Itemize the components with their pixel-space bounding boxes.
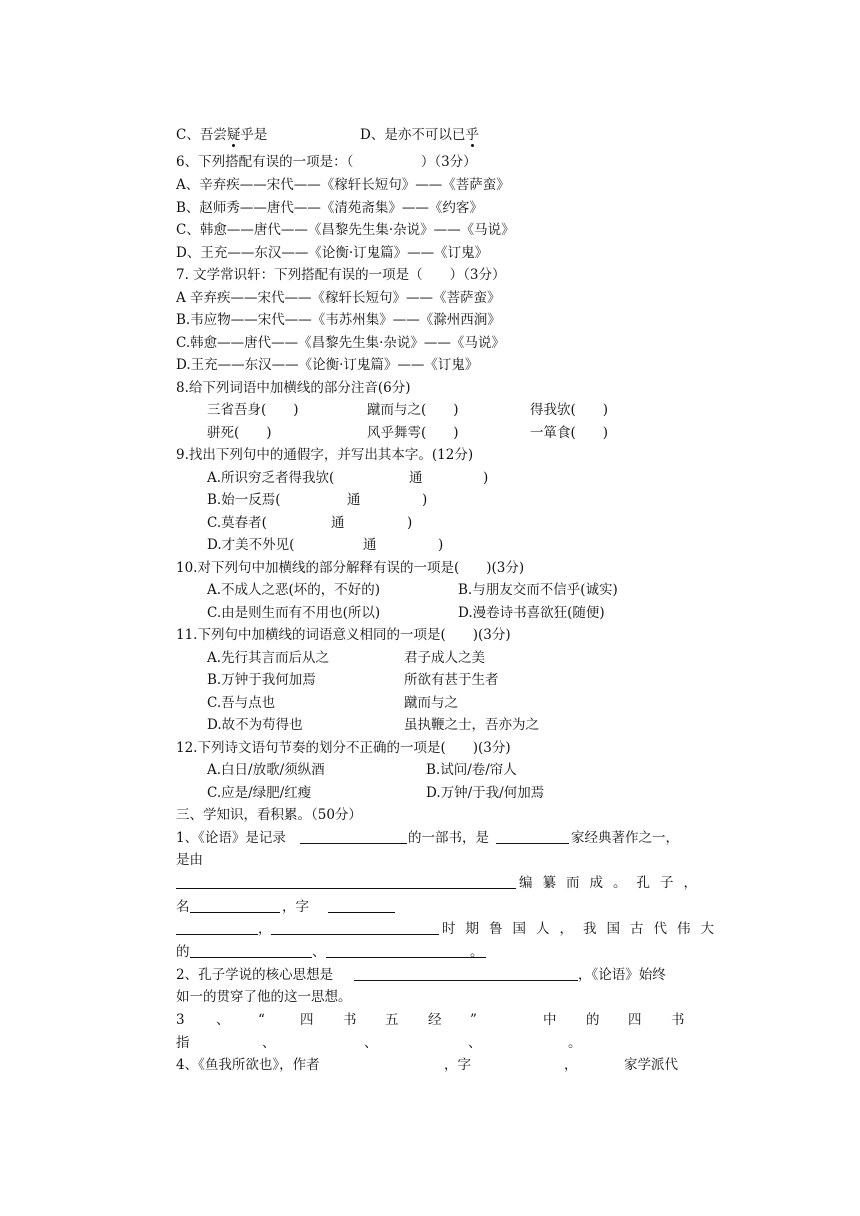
q6-option-b: B、赵师秀——唐代——《清苑斋集》——《约客》: [176, 200, 483, 216]
answer-blank[interactable]: [190, 941, 312, 958]
exam-page: C、吾尝疑乎是 D、是亦不可以已乎 6、下列搭配有误的一项是：（ ）（3分） A、辛弃疾——宋代——《稼轩长短句》——《菩萨蛮》 B、赵师秀——唐代——《清苑斋集》——《约客》 C、韩愈——唐代——《昌黎先生集·杂说》——《马说》 D、王充——东汉——《论衡·订鬼篇》——《订鬼》 7. 文学常识轩：下列搭配有误的一项是（ ）（3分） A 辛弃疾——宋代——《稼轩长短句》——《菩萨蛮》 B.韦应物——宋代——《韦苏州集》——《滁州西涧》 C.韩愈——唐代——《昌黎先生集·杂说》——《马说》 D.王充——东汉——《论衡·订鬼篇》——《订鬼》 8.给下列词语中加横线的部分注音(6分) 三省吾身( ) 蹴而与之( ) 得我欤( ) 骈死( ) 风乎舞雩( ) 一箪食( ) 9.找出下列句中的通假字，并写出其本字。(12分) A.所识穷乏者得我欤( 通 ) B.始一反焉( 通 ) C.莫春者( 通 ) D.才美不外见( 通 ) 10.对下列句中加横线的部分解释有误的一项是( )(3分) A.不成人之恶(坏的，不好的) B.与朋友交而不信乎(诚实) C.由是则生而有不用也(所以) D.漫卷诗书喜欲狂(随便) 11.下列句中加横线的词语意义相同的一项是( )(3分) A.先行其言而后从之 君子成人之美 B.万钟于我何加焉 所欲有甚于生者 C.吾与点也 蹴而与之 D.故不为苟得也 虽执鞭之士，吾亦为之 12.下列诗文语句节奏的划分不正确的一项是( )(3分) A.白日/放歌/须纵酒 B.试问/卷/帘人 C.应是/绿肥/红瘦 D.万钟/于我/何加焉 三、学知识，看积累。（50分） 1、《论语》是记录 的一部书，是 家经典著作之一， 是由 编纂而成。孔子， 名 ，字 ， 时期鲁国人，我国古代伟大 的 、 。 2、孔子学说的核心思想是 ，《论语》始终 如一的贯穿了他的这一思想。 3 、 “ 四 书 五 经 ” 中 的 四 书 指 、 、 、 。 4、《鱼我所欲也》，作者 ，字 ， 家学派代: [0, 0, 860, 1216]
answer-blank[interactable]: [176, 918, 258, 935]
q12-option-d: D.万钟/于我/何加焉: [426, 785, 545, 801]
q8-stem: 8.给下列词语中加横线的部分注音(6分): [176, 380, 411, 396]
q10-option-a: A.不成人之恶(坏的，不好的): [207, 582, 381, 598]
q10-option-c: C.由是则生而有不用也(所以): [207, 605, 381, 621]
answer-blank[interactable]: [326, 941, 486, 958]
q8-item: 一箪食( ): [530, 425, 609, 441]
q7-option-c: C.韩愈——唐代——《昌黎先生集·杂说》——《马说》: [176, 335, 505, 351]
q12-option-b: B.试问/卷/帘人: [426, 762, 517, 778]
q6-option-c: C、韩愈——唐代——《昌黎先生集·杂说》——《马说》: [176, 222, 515, 238]
answer-blank[interactable]: [176, 872, 516, 889]
q11-stem: 11.下列句中加横线的词语意义相同的一项是( )(3分): [176, 627, 511, 643]
q12-stem: 12.下列诗文语句节奏的划分不正确的一项是( )(3分): [176, 740, 511, 756]
q8-item: 骈死( ): [207, 425, 272, 441]
q8-item: 三省吾身( ): [207, 402, 299, 418]
q10-stem: 10.对下列句中加横线的部分解释有误的一项是( )(3分): [176, 560, 525, 576]
s3-q1-line-2: 是由: [176, 852, 203, 868]
q5-option-c-dotted-char: 疑: [226, 127, 241, 143]
q6-option-d: D、王充——东汉——《论衡·订鬼篇》——《订鬼》: [176, 245, 489, 261]
section-3-title: 三、学知识，看积累。（50分）: [176, 807, 362, 823]
answer-blank[interactable]: [354, 964, 578, 981]
q7-stem: 7. 文学常识轩：下列搭配有误的一项是（ ）（3分）: [176, 267, 506, 283]
q7-option-b: B.韦应物——宋代——《韦苏州集》——《滁州西涧》: [176, 312, 501, 328]
s3-q2-line-2: 如一的贯穿了他的这一思想。: [176, 989, 352, 1005]
q10-option-d: D.漫卷诗书喜欲狂(随便): [458, 605, 605, 621]
q10-option-b: B.与朋友交而不信乎(诚实): [458, 582, 618, 598]
q5-option-d-dotted-char: 乎: [465, 127, 479, 143]
q12-option-a: A.白日/放歌/须纵酒: [207, 762, 325, 778]
q8-item: 得我欤( ): [530, 402, 609, 418]
q5-option-d: D、是亦不可以已乎: [360, 127, 479, 143]
answer-blank[interactable]: [300, 827, 407, 844]
q12-option-c: C.应是/绿肥/红瘦: [207, 785, 312, 801]
q6-option-a: A、辛弃疾——宋代——《稼轩长短句》——《菩萨蛮》: [176, 177, 510, 193]
answer-blank[interactable]: [190, 896, 280, 913]
q8-item: 蹴而与之( ): [367, 402, 459, 418]
answer-blank[interactable]: [496, 827, 569, 844]
q8-item: 风乎舞雩( ): [367, 425, 459, 441]
q7-option-d: D.王充——东汉——《论衡·订鬼篇》——《订鬼》: [176, 357, 479, 373]
answer-blank[interactable]: [328, 896, 395, 913]
q5-option-c: C、吾尝疑乎是: [176, 127, 268, 143]
answer-blank[interactable]: [271, 918, 439, 935]
q7-option-a: A 辛弃疾——宋代——《稼轩长短句》——《菩萨蛮》: [176, 290, 501, 306]
q9-stem: 9.找出下列句中的通假字，并写出其本字。(12分): [176, 447, 474, 463]
q6-stem: 6、下列搭配有误的一项是：（ ）（3分）: [176, 154, 477, 170]
